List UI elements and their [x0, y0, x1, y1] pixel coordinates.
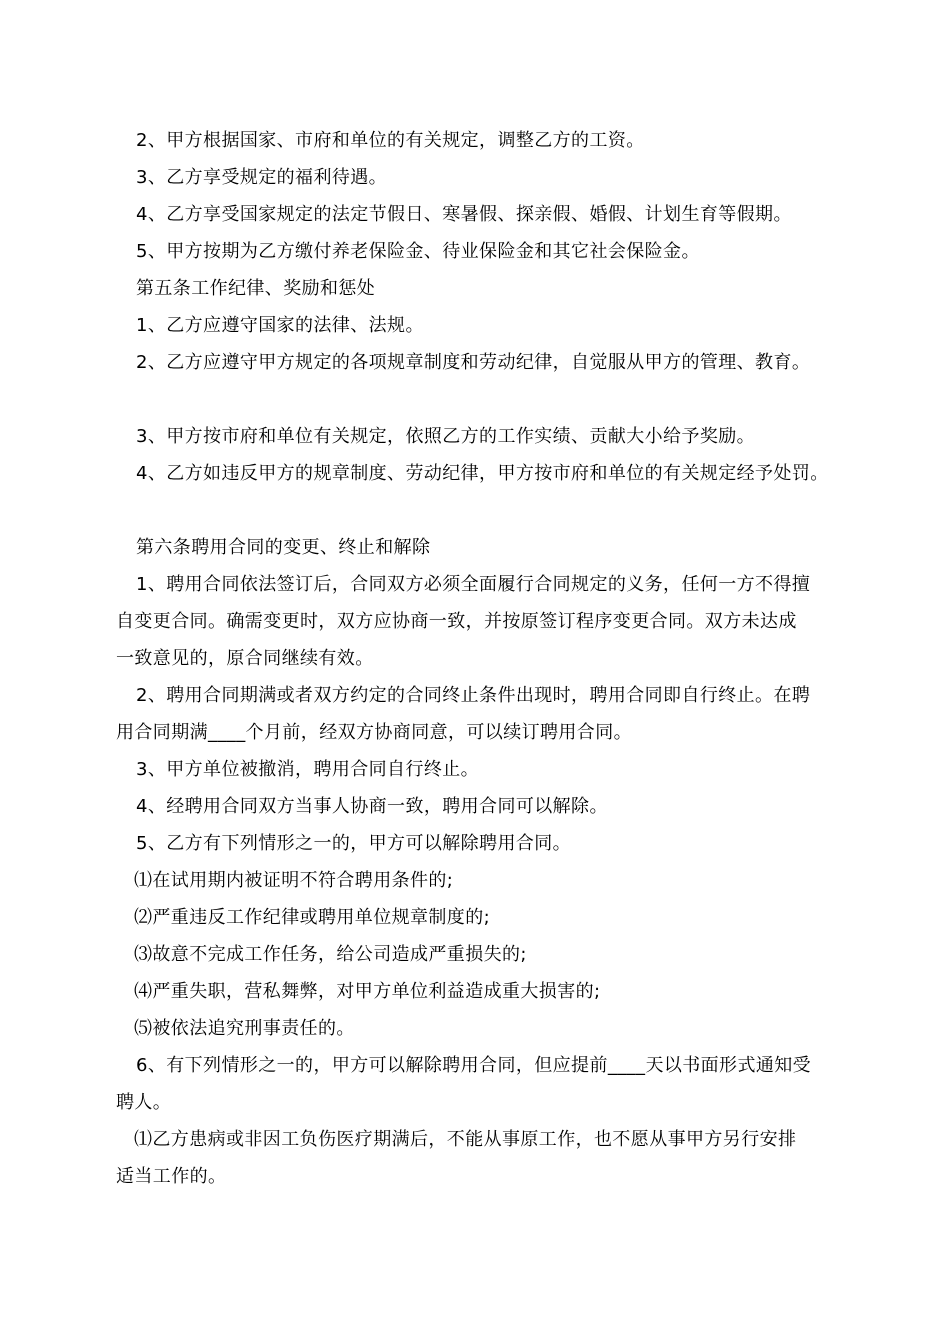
- blank-line: [116, 492, 838, 529]
- list-item: ⑷严重失职，营私舞弊，对甲方单位利益造成重大损害的;: [134, 981, 601, 1002]
- paragraph-line: 4、经聘用合同双方当事人协商一致，聘用合同可以解除。: [136, 796, 608, 817]
- paragraph-line: 用合同期满____个月前，经双方协商同意，可以续订聘用合同。: [116, 722, 632, 743]
- paragraph-line: 3、甲方单位被撤消，聘用合同自行终止。: [136, 759, 480, 780]
- section-heading: 第六条聘用合同的变更、终止和解除: [136, 537, 431, 558]
- paragraph-line: 5、乙方有下列情形之一的，甲方可以解除聘用合同。: [136, 833, 572, 854]
- paragraph-line: 1、聘用合同依法签订后，合同双方必须全面履行合同规定的义务，任何一方不得擅: [136, 574, 811, 595]
- paragraph-line: 5、甲方按期为乙方缴付养老保险金、待业保险金和其它社会保险金。: [136, 241, 700, 262]
- paragraph-line: 4、乙方享受国家规定的法定节假日、寒暑假、探亲假、婚假、计划生育等假期。: [136, 204, 792, 225]
- paragraph-line: 2、聘用合同期满或者双方约定的合同终止条件出现时，聘用合同即自行终止。在聘: [136, 685, 811, 706]
- paragraph-line: 4、乙方如违反甲方的规章制度、劳动纪律，甲方按市府和单位的有关规定经予处罚。: [136, 463, 829, 484]
- paragraph-line: 自变更合同。确需变更时，双方应协商一致，并按原签订程序变更合同。双方未达成: [116, 611, 797, 632]
- paragraph-line: 1、乙方应遵守国家的法律、法规。: [136, 315, 424, 336]
- paragraph-line: 一致意见的，原合同继续有效。: [116, 648, 374, 669]
- paragraph-line: 聘人。: [116, 1092, 172, 1113]
- paragraph-line: 3、甲方按市府和单位有关规定，依照乙方的工作实绩、贡献大小给予奖励。: [136, 426, 756, 447]
- list-item: ⑸被依法追究刑事责任的。: [134, 1018, 355, 1039]
- section-heading: 第五条工作纪律、奖励和惩处: [136, 278, 376, 299]
- paragraph-line: 适当工作的。: [116, 1166, 227, 1187]
- paragraph-line: 2、甲方根据国家、市府和单位的有关规定，调整乙方的工资。: [136, 130, 645, 151]
- list-item: ⑵严重违反工作纪律或聘用单位规章制度的;: [134, 907, 491, 928]
- paragraph-line: 6、有下列情形之一的，甲方可以解除聘用合同，但应提前____天以书面形式通知受: [136, 1055, 812, 1076]
- list-item: ⑴在试用期内被证明不符合聘用条件的;: [134, 870, 454, 891]
- blank-line: [116, 381, 838, 418]
- list-item: ⑴乙方患病或非因工负伤医疗期满后，不能从事原工作，也不愿从事甲方另行安排: [134, 1129, 797, 1150]
- list-item: ⑶故意不完成工作任务，给公司造成严重损失的;: [134, 944, 527, 965]
- paragraph-line: 3、乙方享受规定的福利待遇。: [136, 167, 388, 188]
- paragraph-line: 2、乙方应遵守甲方规定的各项规章制度和劳动纪律，自觉服从甲方的管理、教育。: [136, 352, 811, 373]
